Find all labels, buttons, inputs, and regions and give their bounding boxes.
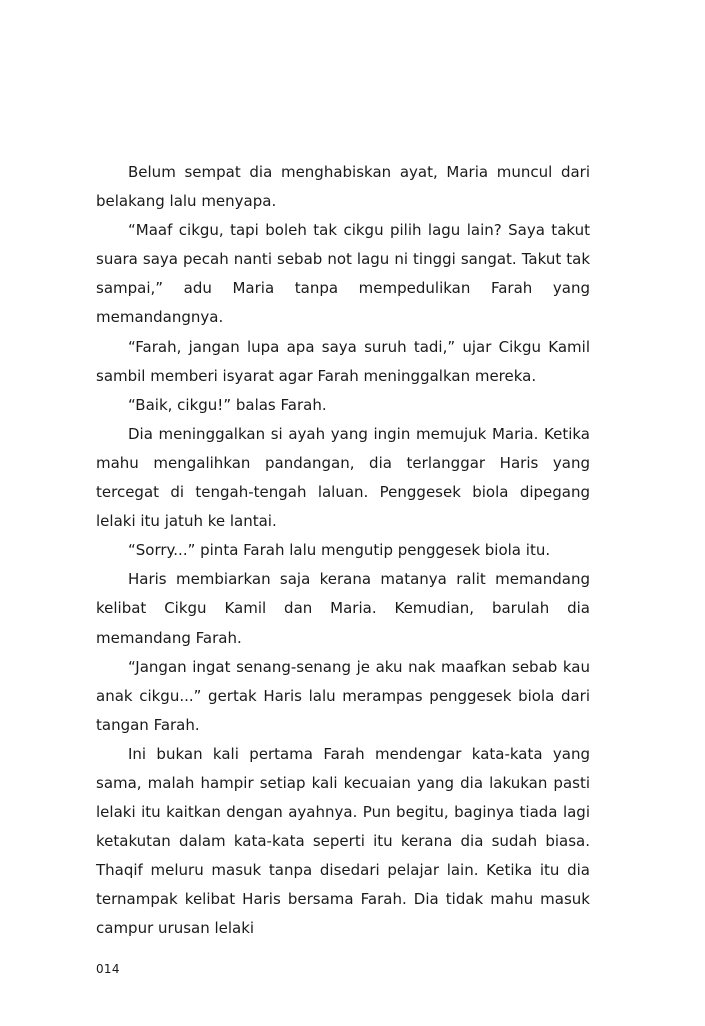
paragraph-2: “Maaf cikgu, tapi boleh tak cikgu pilih lagu lain? Saya takut suara saya pecah nanti sebab not lagu ni tinggi sangat. Takut tak sampai,” adu Maria tanpa mempedulikan Farah yang memandangnya. (96, 221, 590, 327)
page-number: 014 (96, 962, 120, 976)
paragraph-6: “Sorry...” pinta Farah lalu mengutip penggesek biola itu. (128, 541, 551, 560)
paragraph-8: “Jangan ingat senang-senang je aku nak maafkan sebab kau anak cikgu...” gertak Haris lalu merampas penggesek biola dari tangan Farah. (96, 657, 590, 734)
paragraph-7: Haris membiarkan saja kerana matanya ralit memandang kelibat Cikgu Kamil dan Maria. Kemudian, barulah dia memandang Farah. (96, 570, 590, 647)
paragraph-3: “Farah, jangan lupa apa saya suruh tadi,” ujar Cikgu Kamil sambil memberi isyarat agar Farah meninggalkan mereka. (96, 337, 590, 385)
paragraph-9: Ini bukan kali pertama Farah mendengar kata-kata yang sama, malah hampir setiap kali kecuaian yang dia lakukan pasti lelaki itu kaitkan dengan ayahnya. Pun begitu, baginya tiada lagi ketakutan dalam kata-kata seperti itu kerana dia sudah biasa. Thaqif meluru masuk tanpa disedari pelajar lain. Ketika itu dia ternampak kelibat Haris bersama Farah. Dia tidak mahu masuk campur urusan lelaki (96, 744, 590, 938)
body-text (96, 158, 590, 944)
paragraph-4: “Baik, cikgu!” balas Farah. (128, 395, 327, 414)
paragraph-1: Belum sempat dia menghabiskan ayat, Maria muncul dari belakang lalu menyapa. (96, 163, 590, 211)
paragraph-5: Dia meninggalkan si ayah yang ingin memujuk Maria. Ketika mahu mengalihkan pandangan, dia terlanggar Haris yang tercegat di tengah-tengah laluan. Penggesek biola dipegang lelaki itu jatuh ke lantai. (96, 424, 590, 531)
